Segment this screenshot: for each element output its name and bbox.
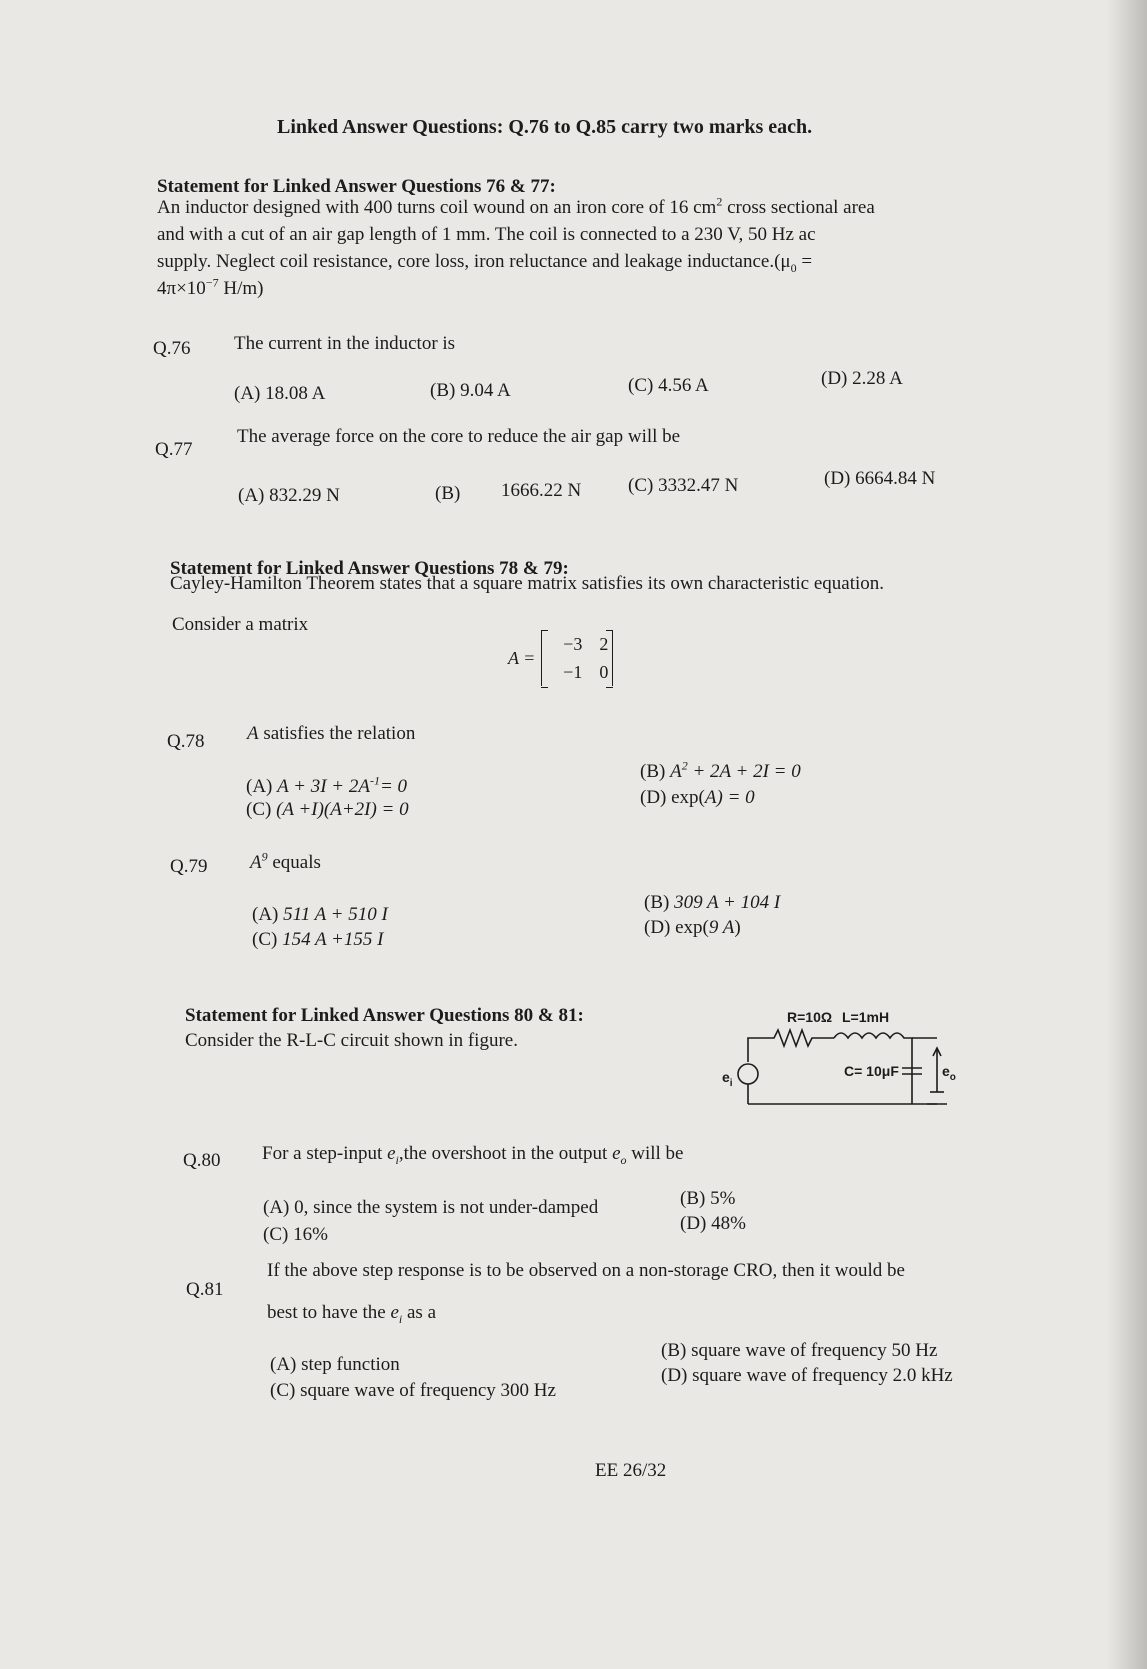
statement-78-79-title: Statement for Linked Answer Questions 78 & 79:	[170, 558, 569, 579]
statement-78-79-line2: Consider a matrix	[172, 614, 309, 635]
option-b: (B) $A^2 + 2A + 2I = 0$	[640, 758, 801, 782]
option-b: 1666.22 N	[501, 480, 582, 501]
matrix-cell: 2	[599, 634, 609, 654]
question-number: Q.79	[170, 856, 208, 877]
output-voltage-label: $e_o$	[942, 1063, 956, 1083]
question-number: Q.76	[153, 338, 191, 359]
inductor-symbol	[834, 1033, 912, 1046]
matrix-a	[508, 630, 613, 686]
option-a: (A) 511 A + 510 I	[252, 904, 388, 925]
matrix-label: A =	[508, 647, 536, 668]
matrix-cell: −3	[563, 634, 583, 654]
question-number: Q.77	[155, 439, 193, 460]
statement-80-81-line1: Consider the R-L-C circuit shown in figure.	[185, 1030, 518, 1051]
option-c: (C) square wave of frequency 300 Hz	[270, 1380, 556, 1401]
option-c: (C) (A +I)(A+2I) = 0	[246, 799, 409, 820]
page-footer: EE 26/32	[595, 1460, 667, 1481]
voltage-source-symbol	[738, 1064, 758, 1084]
question-number: Q.81	[186, 1279, 224, 1300]
question-number: Q.80	[183, 1150, 221, 1171]
statement-76-77-title: Statement for Linked Answer Questions 76 & 77:	[157, 176, 556, 197]
question-text-line1: If the above step response is to be observed on a non-storage CRO, then it would be	[267, 1260, 905, 1281]
question-text: The average force on the core to reduce the air gap will be	[237, 426, 681, 447]
question-number: Q.78	[167, 731, 205, 752]
question-text: The current in the inductor is	[234, 333, 456, 354]
statement-80-81-title: Statement for Linked Answer Questions 80 & 81:	[185, 1005, 584, 1026]
option-d: (D) exp(9 A)	[644, 917, 741, 938]
inductor-label: L=1mH	[842, 1009, 890, 1025]
matrix-cell: −1	[563, 662, 583, 682]
option-a: (A) step function	[270, 1354, 400, 1375]
question-text-line2: best to have the $e_i$ as a	[267, 1302, 437, 1326]
option-d: (D) exp(A) = 0	[640, 787, 755, 808]
option-b: (B) square wave of frequency 50 Hz	[661, 1340, 938, 1361]
question-text: A satisfies the relation	[247, 723, 416, 744]
question-text: For a step-input $e_i,the$ overshoot in the output $e_o$ will be	[262, 1143, 684, 1167]
rlc-circuit-diagram	[712, 1004, 972, 1124]
option-c: (C) 4.56 A	[628, 375, 709, 396]
resistor-symbol	[748, 1030, 834, 1046]
option-a: (A) 18.08 A	[234, 383, 326, 404]
input-voltage-label: $e_i$	[722, 1069, 733, 1089]
option-b: (B) 5%	[680, 1188, 736, 1209]
option-d: (D) 2.28 A	[821, 368, 903, 389]
option-a: (A) 832.29 N	[238, 485, 340, 506]
option-c: (C) 3332.47 N	[628, 475, 739, 496]
statement-78-79-line1: Cayley-Hamilton Theorem states that a square matrix satisfies its own characteristic equation.	[170, 573, 885, 594]
matrix-brackets	[541, 630, 613, 686]
question-text: $A^9$ equals	[250, 849, 321, 873]
page-edge-shadow	[1107, 0, 1147, 1669]
option-a: (A) $A + 3I + 2A^{-1}= 0$	[246, 773, 408, 797]
option-d: (D) square wave of frequency 2.0 kHz	[661, 1365, 953, 1386]
capacitor-label: C= 10μF	[844, 1063, 899, 1079]
option-b: (B) 309 A + 104 I	[644, 892, 781, 913]
option-c: (C) 154 A +155 I	[252, 929, 384, 950]
option-d: (D) 6664.84 N	[824, 468, 936, 489]
resistor-label: R=10Ω	[787, 1009, 833, 1025]
section-header: Linked Answer Questions: Q.76 to Q.85 carry two marks each.	[277, 116, 813, 138]
option-b: (B) 9.04 A	[430, 380, 511, 401]
option-d: (D) 48%	[680, 1213, 746, 1234]
statement-76-77-text: An inductor designed with 400 turns coil wound on an iron core of 16 $cm^2$ cross sectional area and with a cut of an air gap length of 1 mm. The coil is connected to a 230 V, 50 Hz ac supply. Neglect coil resistance, core loss, iron reluctance and leakage $inductance.(\mu_0$ = $4\pi\times 10^{-7}$ H/m)	[157, 194, 875, 299]
matrix-cell: 0	[599, 662, 609, 682]
option-b-label: (B)	[435, 483, 461, 504]
option-c: (C) 16%	[263, 1224, 328, 1245]
option-a: (A) 0, since the system is not under-damped	[263, 1197, 599, 1218]
